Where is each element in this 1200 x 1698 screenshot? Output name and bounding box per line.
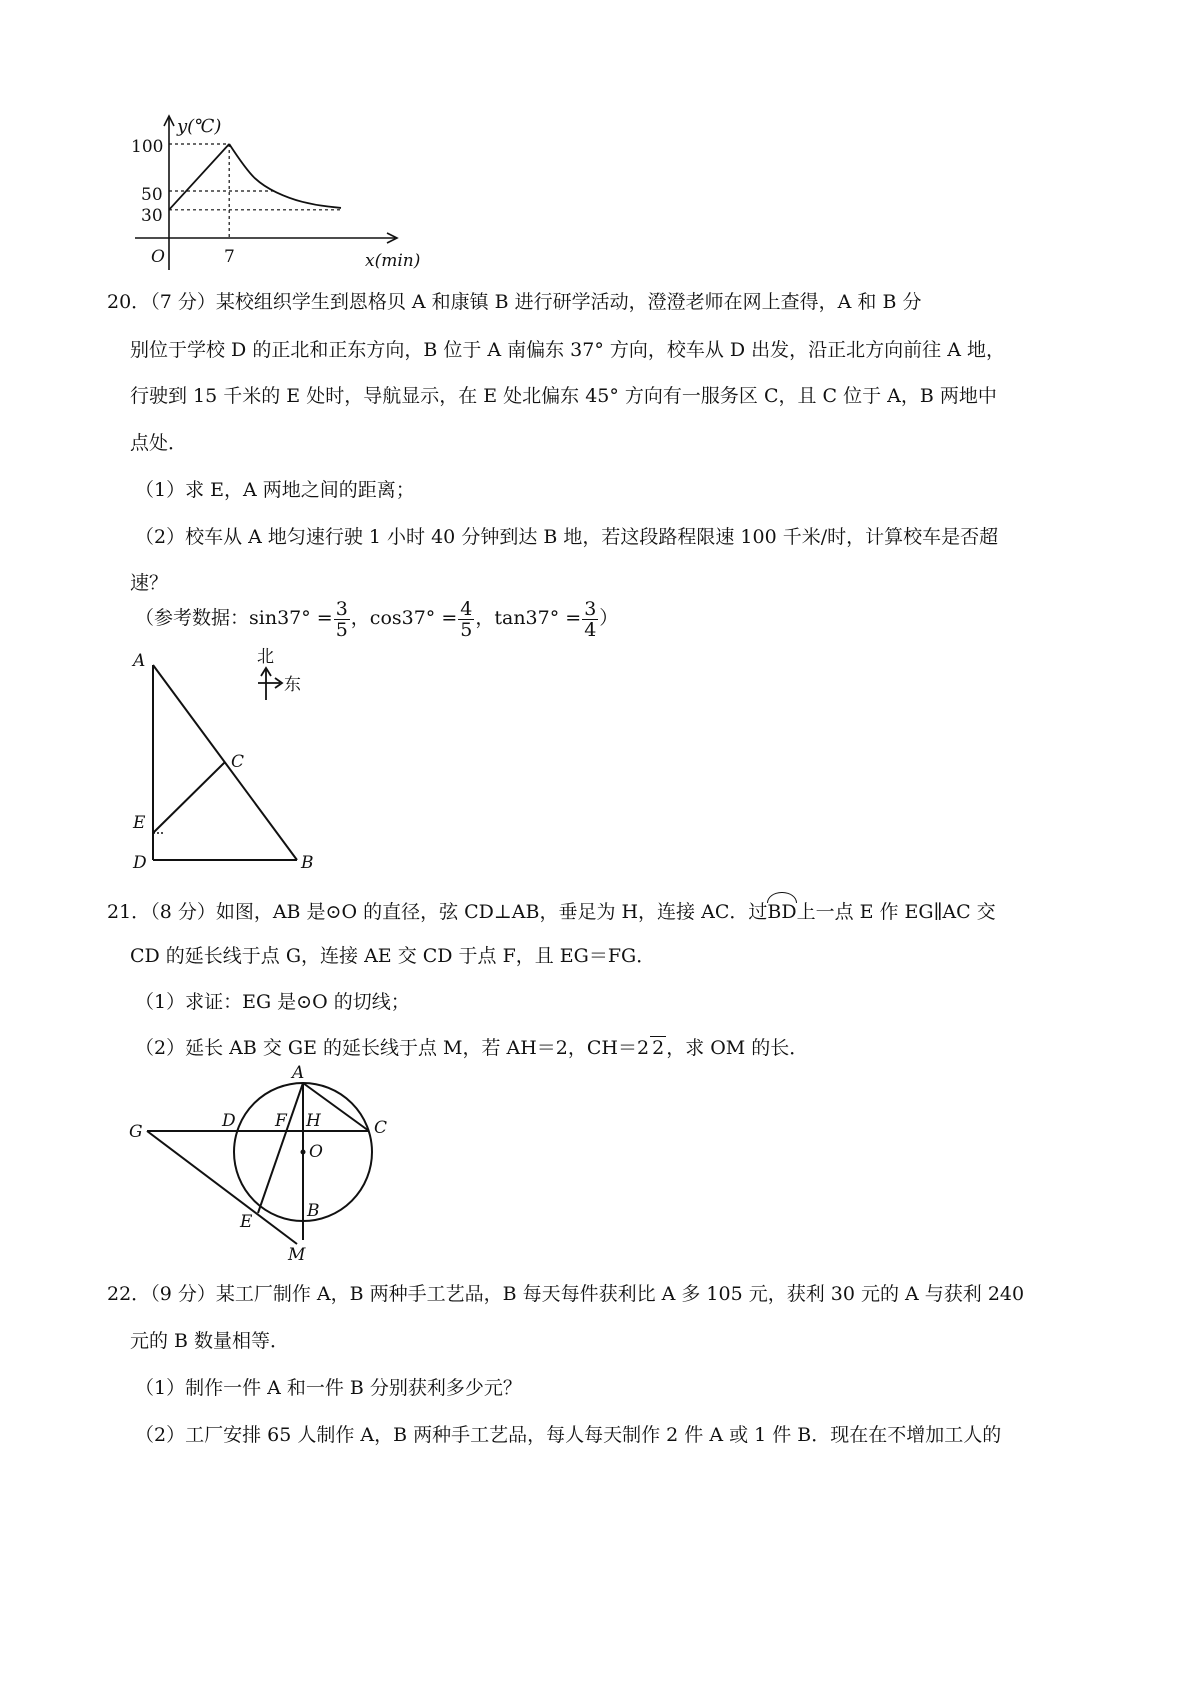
point-label-B: B xyxy=(301,853,314,873)
q20-reference-data xyxy=(135,596,618,640)
segment-EC xyxy=(153,762,225,833)
cos-fraction xyxy=(458,599,474,640)
q20-points: （7 分） xyxy=(150,291,216,313)
compass-icon xyxy=(258,668,282,700)
point-label-O: O xyxy=(309,1142,323,1162)
center-point-O xyxy=(301,1150,306,1155)
point-label-A: A xyxy=(292,1063,305,1083)
q21-text: 如图，AB 是⊙O 的直径，弦 CD⊥AB，垂足为 H，连接 AC．过 xyxy=(215,901,768,923)
q21-points: （8 分） xyxy=(150,901,216,923)
q20-line-1 xyxy=(107,288,921,316)
q22-subquestion-2: （2）工厂安排 65 人制作 A，B 两种手工艺品，每人每天制作 2 件 A 或 1 件 B．现在在不增加工人的 xyxy=(135,1424,1002,1446)
fraction-denominator: 5 xyxy=(460,618,473,641)
ref-suffix: ） xyxy=(599,607,619,629)
q21-sub2-text-continued: ，求 OM 的长． xyxy=(666,1037,809,1059)
ref-cos: ，cos37° = xyxy=(350,607,458,629)
temperature-graph xyxy=(125,108,425,278)
q21-number: 21． xyxy=(107,901,151,923)
segment-GM xyxy=(147,1131,297,1244)
y-tick-label: 50 xyxy=(141,185,163,205)
q22-line-1 xyxy=(107,1280,1024,1308)
sqrt-argument: 2 xyxy=(652,1037,665,1059)
q21-circle-figure xyxy=(125,1062,415,1265)
q20-text: 某校组织学生到恩格贝 A 和康镇 B 进行研学活动，澄澄老师在网上查得，A 和 B 分 xyxy=(215,291,922,313)
tan-fraction xyxy=(582,599,598,640)
q20-triangle-figure xyxy=(125,640,445,880)
q21-sub2-text: （2）延长 AB 交 GE 的延长线于点 M，若 AH＝2，CH＝2 xyxy=(135,1037,650,1059)
fraction-denominator: 4 xyxy=(584,618,597,641)
q21-line-1 xyxy=(107,894,996,926)
q20-number: 20． xyxy=(107,291,151,313)
q20-subquestion-2-line-2: 速？ xyxy=(130,572,169,594)
point-label-C: C xyxy=(231,752,245,772)
fraction-numerator: 4 xyxy=(460,597,473,620)
fraction-numerator: 3 xyxy=(584,597,597,620)
compass-north-label: 北 xyxy=(257,647,274,667)
rising-line xyxy=(169,144,229,210)
x-tick-label: 7 xyxy=(224,247,235,267)
sqrt-expression xyxy=(650,1036,666,1059)
ref-prefix: （参考数据：sin37° = xyxy=(135,607,333,629)
temperature-graph-plot xyxy=(135,116,397,270)
q20-subquestion-2-line-1: （2）校车从 A 地匀速行驶 1 小时 40 分钟到达 B 地，若这段路程限速 100 千米/时，计算校车是否超 xyxy=(135,526,999,548)
q22-points: （9 分） xyxy=(150,1283,216,1305)
point-label-C: C xyxy=(374,1118,388,1138)
sin-fraction xyxy=(334,599,350,640)
point-label-E: E xyxy=(133,813,146,833)
q21-text-continued: 上一点 E 作 EG∥AC 交 xyxy=(796,901,996,923)
point-label-G: G xyxy=(129,1122,143,1142)
q20-line-4: 点处． xyxy=(130,432,188,454)
y-tick-label: 30 xyxy=(141,206,163,226)
arc-BD: BD xyxy=(767,894,796,926)
q20-subquestion-1: （1）求 E，A 两地之间的距离； xyxy=(135,479,415,501)
q22-line-2: 元的 B 数量相等． xyxy=(130,1330,290,1352)
point-label-D: D xyxy=(133,853,147,873)
segment-AE xyxy=(258,1083,303,1213)
point-label-B: B xyxy=(307,1201,320,1221)
x-axis-label: x(min) xyxy=(365,251,421,271)
fraction-numerator: 3 xyxy=(335,597,348,620)
q22-subquestion-1: （1）制作一件 A 和一件 B 分别获利多少元？ xyxy=(135,1377,522,1399)
q22-number: 22． xyxy=(107,1283,151,1305)
decay-curve xyxy=(229,144,341,208)
ref-tan: ，tan37° = xyxy=(475,607,582,629)
y-tick-label: 100 xyxy=(131,137,164,157)
compass-east-label: 东 xyxy=(284,675,301,695)
y-axis-label: y(℃) xyxy=(177,116,222,137)
q22-text: 某工厂制作 A，B 两种手工艺品，B 每天每件获利比 A 多 105 元，获利 30 元的 A 与获利 240 xyxy=(215,1283,1025,1305)
point-label-D: D xyxy=(222,1111,236,1131)
fraction-denominator: 5 xyxy=(335,618,348,641)
point-label-F: F xyxy=(275,1111,287,1131)
q21-line-2: CD 的延长线于点 G，连接 AE 交 CD 于点 F，且 EG＝FG． xyxy=(130,945,656,967)
origin-label: O xyxy=(151,247,165,267)
point-label-M: M xyxy=(288,1245,306,1265)
point-label-A: A xyxy=(133,651,146,671)
q20-line-2: 别位于学校 D 的正北和正东方向，B 位于 A 南偏东 37° 方向，校车从 D 出发，沿正北方向前往 A 地， xyxy=(130,339,1005,361)
q21-subquestion-2 xyxy=(135,1034,808,1062)
q20-line-3: 行驶到 15 千米的 E 处时，导航显示，在 E 处北偏东 45° 方向有一服务区 C，且 C 位于 A，B 两地中 xyxy=(130,385,997,407)
point-label-H: H xyxy=(306,1111,321,1131)
q21-subquestion-1: （1）求证：EG 是⊙O 的切线； xyxy=(135,991,410,1013)
point-label-E: E xyxy=(240,1212,253,1232)
